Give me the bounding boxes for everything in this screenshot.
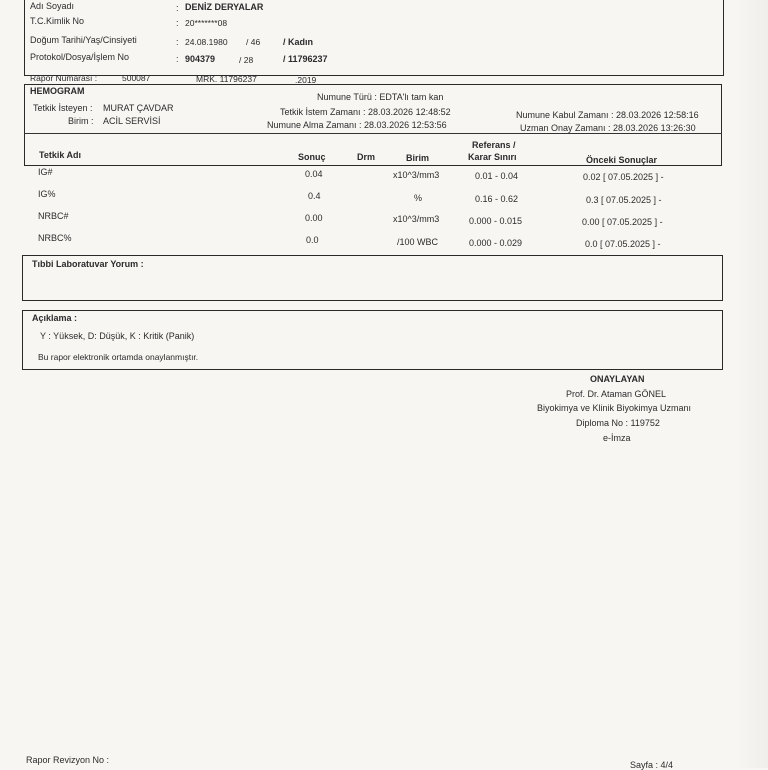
row-previous: 0.3 [ 07.05.2025 ] - [586, 195, 662, 205]
row-result: 0.04 [305, 169, 323, 179]
tc-label: T.C.Kimlik No [30, 16, 85, 26]
approve-time: Uzman Onay Zamanı : 28.03.2026 13:26:30 [520, 123, 696, 133]
footer-revision: Rapor Revizyon No : [26, 755, 110, 765]
explanation-title: Açıklama : [32, 313, 78, 323]
accept-time: Numune Kabul Zamanı : 28.03.2026 12:58:16 [516, 110, 699, 120]
dob-colon: : [176, 37, 179, 47]
row-unit: % [414, 193, 423, 203]
approval-role: Biyokimya ve Klinik Biyokimya Uzmanı [537, 403, 692, 413]
header-test: Tetkik Adı [39, 150, 82, 160]
name-colon: : [176, 3, 179, 13]
row-previous: 0.02 [ 07.05.2025 ] - [583, 172, 664, 182]
year-value: .2019 [295, 75, 317, 85]
row-ref: 0.000 - 0.029 [469, 238, 523, 248]
rapor-value: 500087 [122, 73, 151, 83]
row-test: NRBC# [38, 211, 69, 221]
protocol-value: 904379 [185, 54, 216, 64]
header-flag: Drm [357, 152, 376, 162]
row-ref: 0.000 - 0.015 [469, 216, 523, 226]
unit-label: Birim : [68, 116, 94, 126]
dosya-value: / 28 [239, 55, 254, 65]
protocol-label: Protokol/Dosya/İşlem No [30, 52, 130, 62]
row-unit: x10^3/mm3 [393, 214, 440, 224]
requester-value: MURAT ÇAVDAR [103, 103, 174, 113]
sample-time: Numune Alma Zamanı : 28.03.2026 12:53:56 [267, 120, 447, 130]
section-title: HEMOGRAM [30, 86, 85, 96]
mrk-value: MRK. 11796237 [196, 74, 257, 84]
row-unit: /100 WBC [397, 237, 439, 247]
dob-label: Doğum Tarihi/Yaş/Cinsiyeti [30, 35, 137, 45]
row-previous: 0.00 [ 07.05.2025 ] - [582, 217, 663, 227]
row-ref: 0.16 - 0.62 [475, 194, 519, 204]
name-value: DENİZ DERYALAR [185, 2, 264, 12]
rapor-label: Rapor Numarası : [30, 73, 98, 83]
approval-sign: e-İmza [603, 433, 631, 443]
age-value: / 46 [246, 37, 261, 47]
tc-value: 20*******08 [185, 18, 228, 28]
unit-value: ACİL SERVİSİ [103, 116, 161, 126]
request-time: Tetkik İstem Zamanı : 28.03.2026 12:48:52 [280, 107, 451, 117]
row-result: 0.4 [308, 191, 321, 201]
explanation-note: Bu rapor elektronik ortamda onaylanmıştır. [38, 352, 199, 362]
row-unit: x10^3/mm3 [393, 170, 440, 180]
explanation-legend: Y : Yüksek, D: Düşük, K : Kritik (Panik) [40, 331, 195, 341]
approval-title: ONAYLAYAN [590, 374, 645, 384]
row-ref: 0.01 - 0.04 [475, 171, 519, 181]
row-result: 0.0 [306, 235, 319, 245]
row-test: IG% [38, 189, 56, 199]
footer-page: Sayfa : 4/4 [630, 760, 674, 770]
row-result: 0.00 [305, 213, 323, 223]
header-ref2: Karar Sınırı [468, 152, 517, 162]
approval-name: Prof. Dr. Ataman GÖNEL [566, 389, 667, 399]
gender-value: / Kadın [283, 37, 314, 47]
islem-value: / 11796237 [283, 54, 328, 64]
approval-diploma: Diploma No : 119752 [576, 418, 660, 428]
sample-type: Numune Türü : EDTA'lı tam kan [317, 92, 444, 102]
scan-shadow [734, 0, 768, 768]
comment-title: Tıbbi Laboratuvar Yorum : [32, 259, 144, 269]
header-ref1: Referans / [472, 140, 516, 150]
tc-colon: : [176, 18, 179, 28]
section-divider [24, 133, 722, 134]
header-previous: Önceki Sonuçlar [586, 155, 658, 165]
requester-label: Tetkik İsteyen : [33, 103, 93, 113]
row-test: NRBC% [38, 233, 72, 243]
name-label: Adı Soyadı [30, 1, 75, 11]
row-test: IG# [38, 167, 53, 177]
dob-value: 24.08.1980 [185, 37, 228, 47]
header-unit: Birim [406, 153, 430, 163]
protocol-colon: : [176, 54, 179, 64]
header-result: Sonuç [298, 152, 326, 162]
row-previous: 0.0 [ 07.05.2025 ] - [585, 239, 661, 249]
